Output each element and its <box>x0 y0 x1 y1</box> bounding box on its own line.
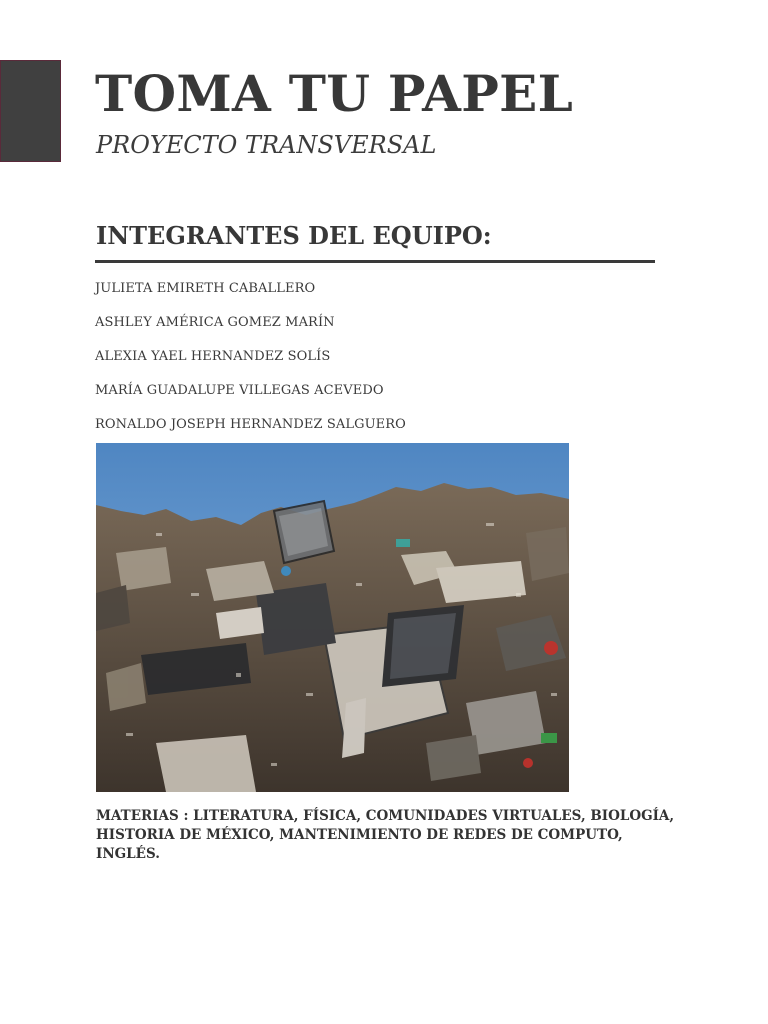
member-name: RONALDO JOSEPH HERNANDEZ SALGUERO <box>95 417 406 432</box>
document-subtitle: PROYECTO TRANSVERSAL <box>96 131 437 159</box>
member-name: ALEXIA YAEL HERNANDEZ SOLÍS <box>95 349 331 364</box>
document-title: TOMA TU PAPEL <box>95 64 574 123</box>
member-name: MARÍA GUADALUPE VILLEGAS ACEVEDO <box>95 383 384 398</box>
subjects-list: MATERIAS : LITERATURA, FÍSICA, COMUNIDADES VIRTUALES, BIOLOGÍA, HISTORIA DE MÉXICO, MANTENIMIENTO DE REDES DE COMPUTO, INGLÉS. <box>96 808 675 862</box>
team-heading: INTEGRANTES DEL EQUIPO: <box>96 221 492 250</box>
member-name: ASHLEY AMÉRICA GOMEZ MARÍN <box>95 315 335 330</box>
member-list <box>95 272 406 442</box>
corner-accent-block <box>0 60 61 162</box>
member-name: JULIETA EMIRETH CABALLERO <box>95 281 316 296</box>
heading-underline <box>95 260 655 263</box>
e-waste-photo <box>96 443 569 792</box>
